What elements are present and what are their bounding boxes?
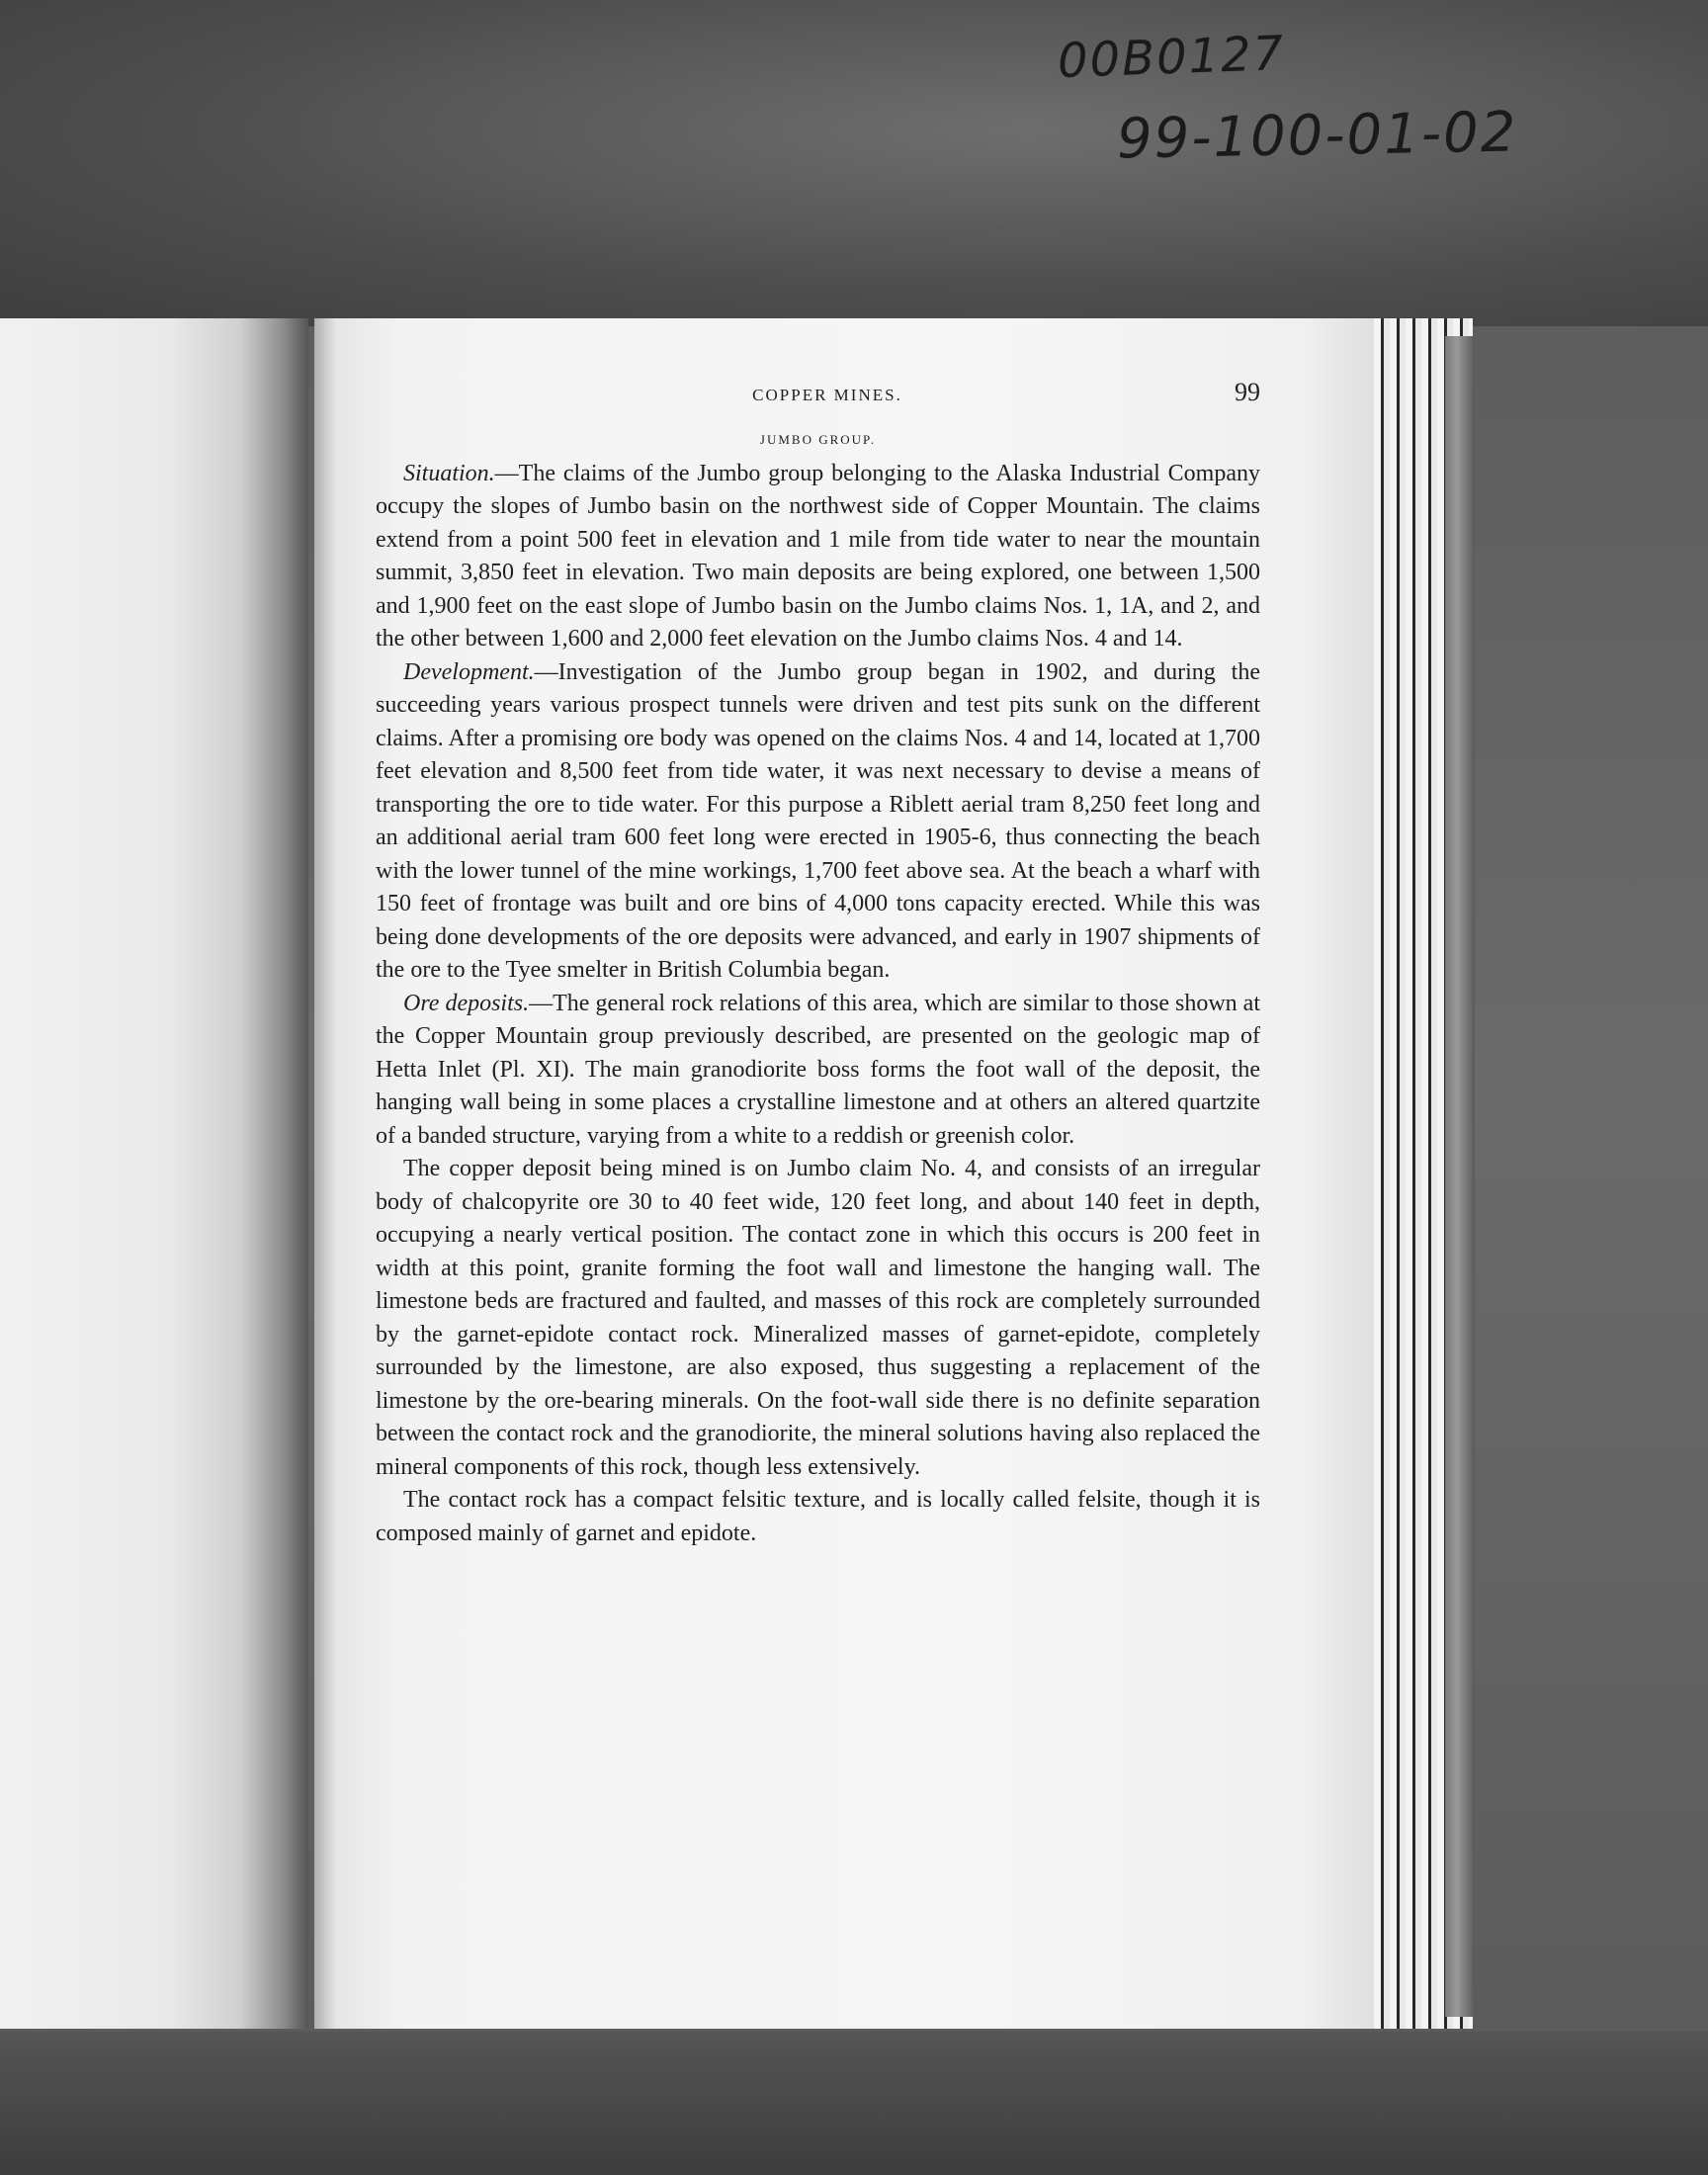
paragraph-body: —The claims of the Jumbo group belonging to the Alaska Industrial Company occupy the slopes of Jumbo basin on the northwest side of Copper Mountain. The claims extend from a point 500 feet in elevation and 1 mile from tide water to near the mountain summit, 3,850 feet in elevation. Two main deposits are being explored, one between 1,500 and 1,900 feet on the east slope of Jumbo basin on the Jumbo claims Nos. 1, 1A, and 2, and the other between 1,600 and 2,000 feet elevation on the Jumbo claims Nos. 4 and 14. bbox=[376, 460, 1260, 652]
page-number: 99 bbox=[1235, 378, 1260, 406]
paragraph-body: —The general rock relations of this area, which are similar to those shown at the Copper Mountain group previously described, are presented on the geologic map of Hetta Inlet (Pl. XI). The main granodiorite boss forms the foot wall of the deposit, the hanging wall being in some places a crystalline limestone and at others an altered quartzite of a banded structure, varying from a white to a reddish or greenish color. bbox=[376, 990, 1260, 1149]
paragraph-body: —Investigation of the Jumbo group began in 1902, and during the succeeding years various prospect tunnels were driven and test pits sunk on the different claims. After a promising ore body was opened on the claims Nos. 4 and 14, located at 1,700 feet elevation and 8,500 feet from tide water, it was next necessary to devise a means of transporting the ore to tide water. For this purpose a Riblett aerial tram 8,250 feet long and an additional aerial tram 600 feet long were erected in 1905-6, thus connecting the beach with the lower tunnel of the mine workings, 1,700 feet above sea. At the beach a wharf with 150 feet of frontage was built and ore bins of 4,000 tons capacity erected. While this was being done developments of the ore deposits were advanced, and early in 1907 shipments of the ore to the Tyee smelter in British Columbia began. bbox=[376, 658, 1260, 983]
paragraph-lead: Ore deposits. bbox=[403, 990, 530, 1016]
paragraph-development bbox=[376, 656, 1260, 988]
paragraph-body: The copper deposit being mined is on Jumbo claim No. 4, and consists of an irregular body of chalcopyrite ore 30 to 40 feet wide, 120 feet long, and about 140 feet in depth, occupying a nearly vertical position. The contact zone in which this occurs is 200 feet in width at this point, granite forming the foot wall and limestone the hanging wall. The limestone beds are fractured and faulted, and masses of this rock are completely surrounded by the garnet-epidote contact rock. Mineralized masses of garnet-epidote, completely surrounded by the limestone, are also exposed, thus suggesting a replacement of the limestone by the ore-bearing minerals. On the foot-wall side there is no definite separation between the contact rock and the granodiorite, the mineral solutions having also replaced the mineral components of this rock, though less extensively. bbox=[376, 1156, 1260, 1480]
running-title: COPPER MINES. bbox=[752, 386, 902, 404]
paragraph-lead: Situation. bbox=[403, 460, 495, 486]
handwritten-reference-number: 99-100-01-02 bbox=[1116, 100, 1518, 172]
paragraph-lead: Development. bbox=[403, 658, 535, 685]
page-text bbox=[376, 376, 1260, 1550]
section-heading: JUMBO GROUP. bbox=[759, 431, 877, 447]
paragraph-copper-deposit bbox=[376, 1153, 1260, 1484]
paragraph-ore-deposits bbox=[376, 988, 1260, 1154]
book-spine-edge bbox=[1445, 336, 1475, 2017]
paragraph-contact-rock bbox=[376, 1484, 1260, 1550]
paragraph-situation bbox=[376, 458, 1260, 656]
running-head bbox=[376, 376, 1260, 412]
scan-bottom-shadow bbox=[0, 2032, 1708, 2175]
paragraph-body: The contact rock has a compact felsitic texture, and is locally called felsite, though it is composed mainly of garnet and epidote. bbox=[376, 1487, 1260, 1546]
handwritten-id-number: 00B0127 bbox=[1057, 26, 1287, 89]
left-page bbox=[0, 318, 308, 2029]
